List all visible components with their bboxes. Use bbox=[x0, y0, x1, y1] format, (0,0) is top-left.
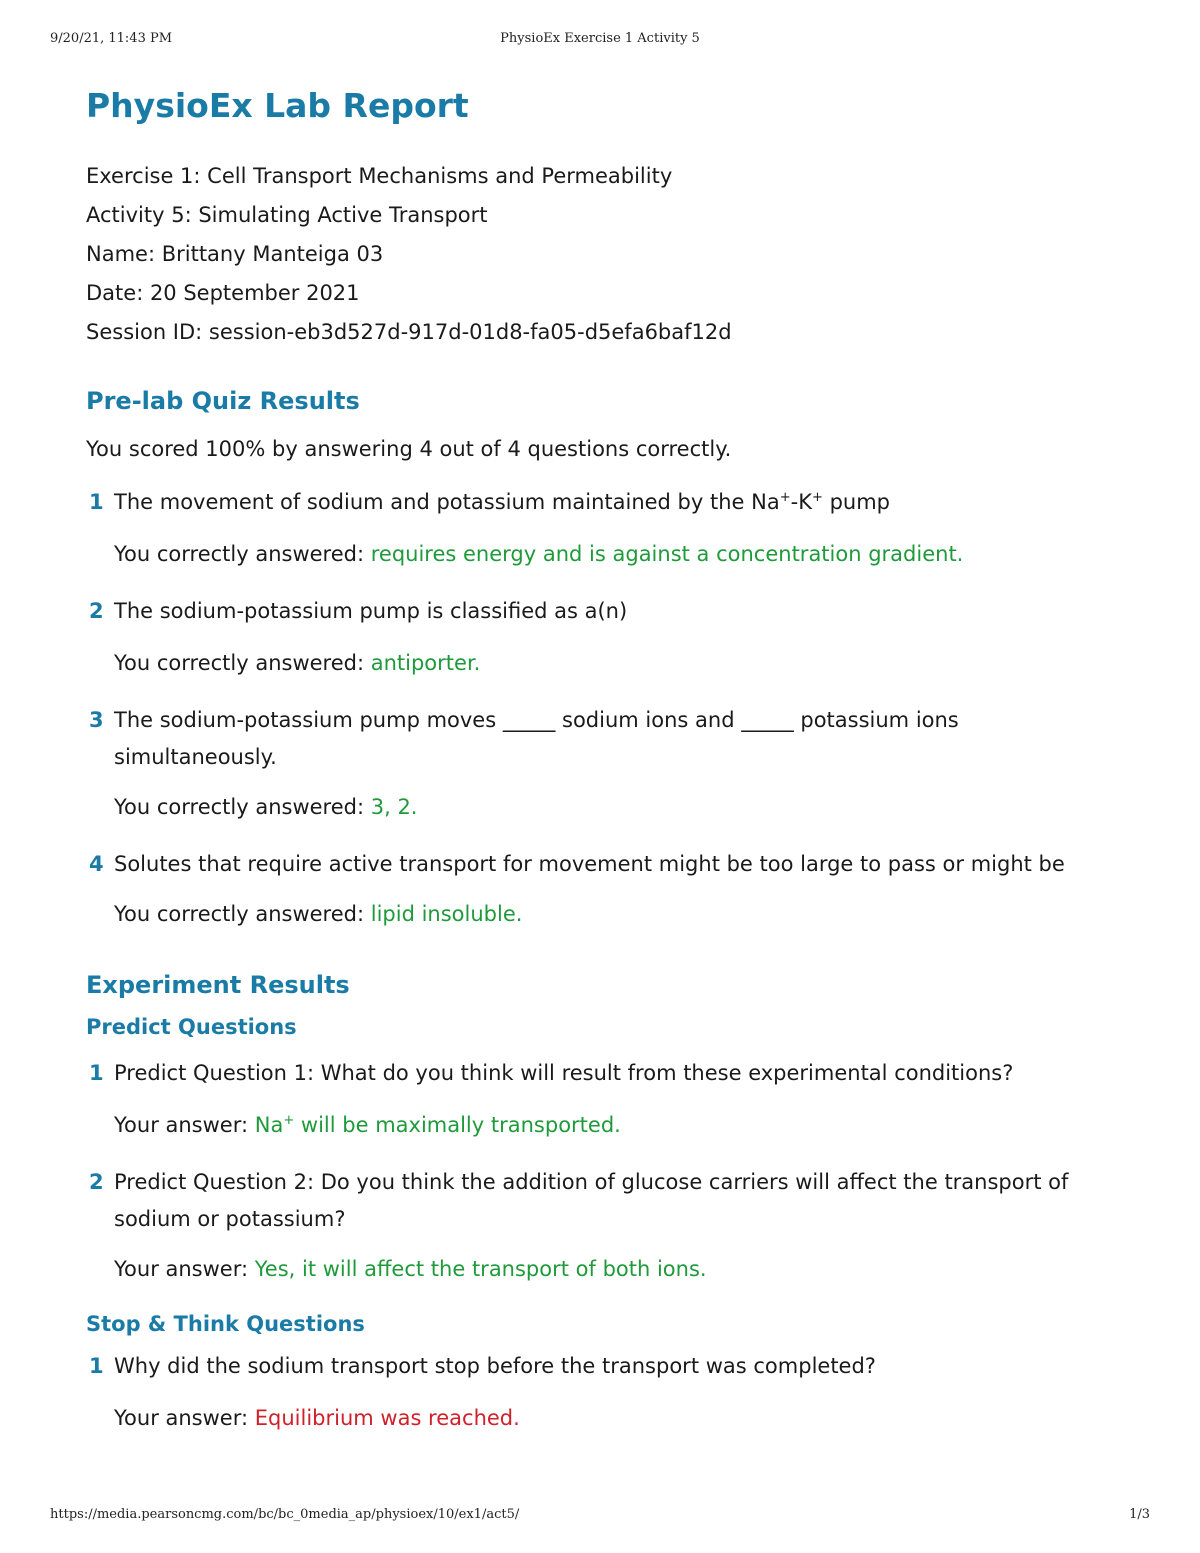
question-text: Predict Question 2: Do you think the addition of glucose carriers will affect the transport of sodium or potassium? bbox=[114, 1170, 1069, 1231]
answer-text: Na bbox=[254, 1113, 284, 1137]
question-number: 1 bbox=[89, 490, 104, 514]
print-url: https://media.pearsoncmg.com/bc/bc_0media_ap/physioex/10/ex1/act5/ bbox=[50, 1507, 520, 1522]
exercise-line: Exercise 1: Cell Transport Mechanisms and Permeability bbox=[86, 164, 673, 188]
answer-prefix: You correctly answered: bbox=[114, 651, 371, 675]
name-line: Name: Brittany Manteiga 03 bbox=[86, 242, 384, 266]
question-text: The sodium-potassium pump is classified as a(n) bbox=[114, 599, 628, 623]
question-number: 1 bbox=[89, 1061, 104, 1085]
stop-think-question-1 bbox=[86, 1348, 1116, 1385]
prelab-answer-2 bbox=[86, 648, 1116, 678]
print-page-title: PhysioEx Exercise 1 Activity 5 bbox=[500, 31, 700, 46]
answer-value: antiporter. bbox=[370, 651, 481, 675]
question-text: The sodium-potassium pump moves _____ sodium ions and _____ potassium ions simultaneously. bbox=[114, 708, 959, 769]
predict-question-2 bbox=[86, 1164, 1124, 1238]
answer-prefix: Your answer: bbox=[114, 1113, 255, 1137]
prelab-answer-3 bbox=[86, 792, 1116, 822]
report-title: PhysioEx Lab Report bbox=[86, 86, 469, 125]
answer-prefix: You correctly answered: bbox=[114, 902, 371, 926]
predict-answer-1 bbox=[86, 1110, 1116, 1140]
question-number: 3 bbox=[89, 708, 104, 732]
prelab-question-1 bbox=[86, 484, 1116, 521]
predict-answer-2 bbox=[86, 1254, 1116, 1284]
answer-prefix: You correctly answered: bbox=[114, 542, 371, 566]
question-text: The movement of sodium and potassium maintained by the Na bbox=[114, 490, 780, 514]
superscript: + bbox=[779, 490, 791, 505]
question-number: 1 bbox=[89, 1354, 104, 1378]
question-text: Solutes that require active transport for movement might be too large to pass or might be bbox=[114, 852, 1065, 876]
question-text: Why did the sodium transport stop before the transport was completed? bbox=[114, 1354, 876, 1378]
answer-value: lipid insoluble. bbox=[370, 902, 523, 926]
question-number: 2 bbox=[89, 599, 104, 623]
answer-prefix: Your answer: bbox=[114, 1406, 255, 1430]
print-datetime: 9/20/21, 11:43 PM bbox=[50, 31, 173, 46]
predict-question-1 bbox=[86, 1055, 1116, 1092]
answer-value: Yes, it will affect the transport of both ions. bbox=[254, 1257, 707, 1281]
answer-value: 3, 2. bbox=[370, 795, 418, 819]
stop-think-heading: Stop & Think Questions bbox=[86, 1312, 365, 1336]
prelab-question-3 bbox=[86, 702, 1054, 776]
superscript: + bbox=[283, 1113, 295, 1128]
question-number: 2 bbox=[89, 1170, 104, 1194]
question-text: -K bbox=[790, 490, 812, 514]
lab-report bbox=[86, 80, 1116, 1433]
print-page-number: 1/3 bbox=[1129, 1507, 1150, 1522]
date-line: Date: 20 September 2021 bbox=[86, 281, 360, 305]
superscript: + bbox=[811, 490, 823, 505]
prelab-answer-1 bbox=[86, 539, 1116, 569]
answer-value: Equilibrium was reached. bbox=[254, 1406, 520, 1430]
question-text: Predict Question 1: What do you think will result from these experimental conditions? bbox=[114, 1061, 1014, 1085]
answer-prefix: Your answer: bbox=[114, 1257, 255, 1281]
answer-prefix: You correctly answered: bbox=[114, 795, 371, 819]
activity-line: Activity 5: Simulating Active Transport bbox=[86, 203, 488, 227]
session-id-line: Session ID: session-eb3d527d-917d-01d8-fa05-d5efa6baf12d bbox=[86, 320, 732, 344]
report-meta bbox=[86, 157, 1116, 352]
answer-value bbox=[255, 1113, 621, 1137]
answer-value: requires energy and is against a concentration gradient. bbox=[370, 542, 964, 566]
prelab-question-4 bbox=[86, 846, 1116, 883]
question-number: 4 bbox=[89, 852, 104, 876]
prelab-score: You scored 100% by answering 4 out of 4 questions correctly. bbox=[86, 437, 732, 461]
question-text: pump bbox=[822, 490, 890, 514]
prelab-question-2 bbox=[86, 593, 1116, 630]
prelab-heading: Pre-lab Quiz Results bbox=[86, 387, 360, 415]
prelab-answer-4 bbox=[86, 899, 1116, 929]
answer-text: will be maximally transported. bbox=[294, 1113, 621, 1137]
experiment-heading: Experiment Results bbox=[86, 971, 350, 999]
predict-heading: Predict Questions bbox=[86, 1015, 297, 1039]
stop-think-answer-1 bbox=[86, 1403, 1116, 1433]
